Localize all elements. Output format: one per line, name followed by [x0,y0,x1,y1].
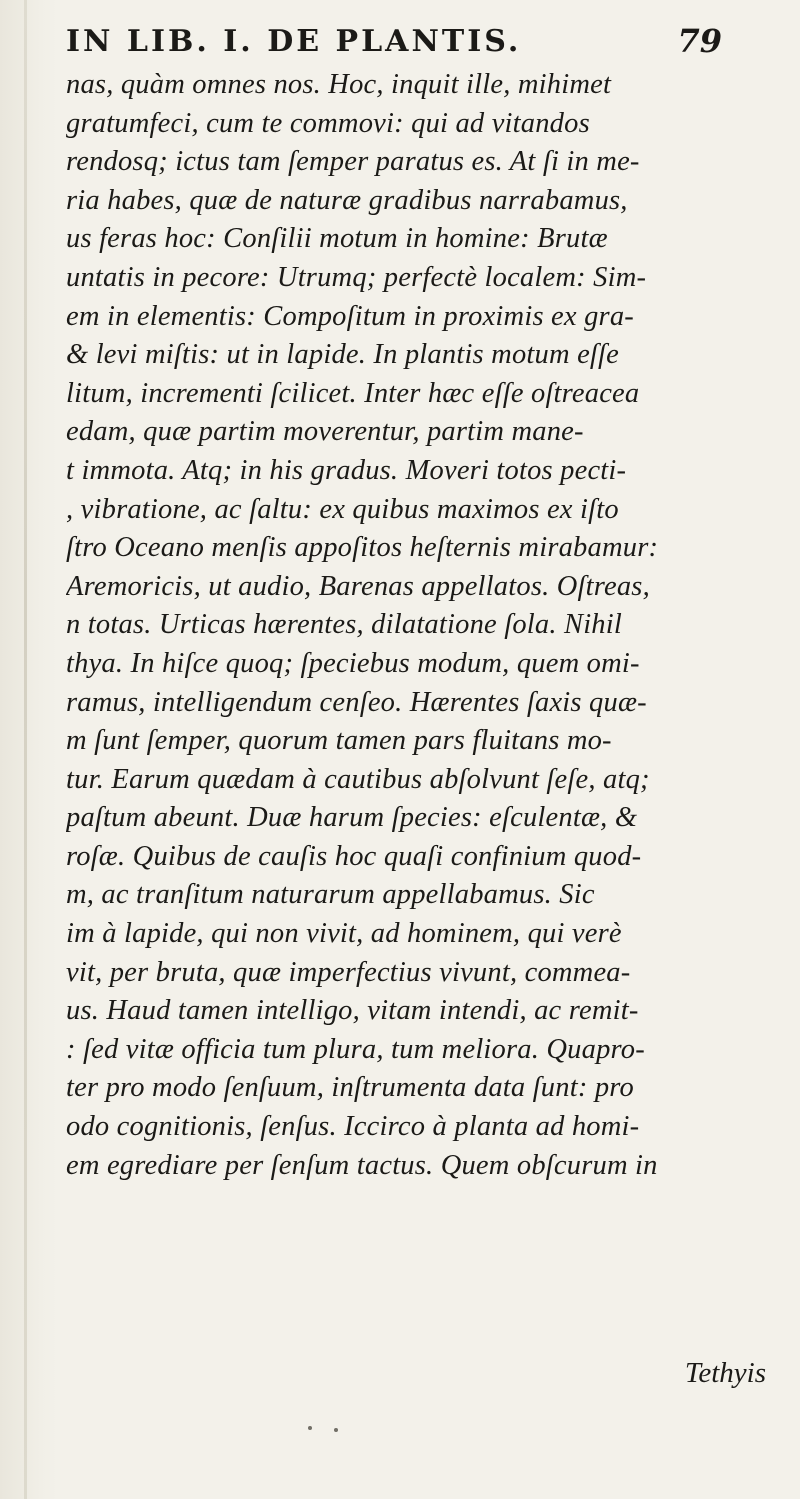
text-line: paſtum abeunt. Duæ harum ſpecies: eſculentæ, & [66,802,638,834]
text-line: nas, quàm omnes nos. Hoc, inquit ille, mihimet [66,69,612,100]
text-line: & levi miſtis: ut in lapide. In plantis motum eſſe [66,339,620,371]
text-line: im à lapide, qui non vivit, ad hominem, qui verè [66,918,622,950]
text-line: ſtro Oceano menſis appoſitos heſternis mirabamur: [66,532,659,564]
binding-shadow [24,0,27,1499]
page-header [58,20,778,64]
text-line: vit, per bruta, quæ imperfectius vivunt, commea- [66,956,631,988]
text-line: em egrediare per ſenſum tactus. Quem obſcurum in [66,1149,658,1181]
ink-speck [308,1426,312,1430]
text-line: Aremoricis, ut audio, Barenas appellatos. Oſtreas, [66,570,650,602]
catchword: Tethyis [684,1357,766,1389]
ink-speck [334,1428,338,1432]
text-line: m, ac tranſitum naturarum appellabamus. Sic [66,879,595,911]
text-line: roſæ. Quibus de cauſis hoc quaſi confinium quod- [66,840,642,872]
text-line: odo cognitionis, ſenſus. Iccirco à planta ad homi- [66,1111,640,1143]
ink-specks [300,1420,360,1440]
text-line: , vibratione, ac ſaltu: ex quibus maximos ex iſto [66,493,619,525]
text-line: us. Haud tamen intelligo, vitam intendi, ac remit- [66,995,639,1027]
text-line: litum, incrementi ſcilicet. Inter hæc eſſe oſtreacea [66,377,640,409]
text-line: edam, quæ partim moverentur, partim mane- [66,416,584,448]
page-number: 79 [677,22,722,60]
text-line: n totas. Urticas hærentes, dilatatione ſola. Nihil [66,609,622,641]
text-line: tur. Earum quædam à cautibus abſolvunt ſeſe, atq; [66,763,650,795]
text-line: ria habes, quæ de naturæ gradibus narrabamus, [66,184,628,216]
body-text [66,66,792,1185]
text-line: thya. In hiſce quoq; ſpeciebus modum, quem omi- [66,647,640,679]
text-line: em in elementis: Compoſitum in proximis ex gra- [66,300,634,332]
page-gutter [0,0,58,1499]
text-line: t immota. Atq; in his gradus. Moveri totos pecti- [66,454,627,486]
text-line: m ſunt ſemper, quorum tamen pars fluitans mo- [66,725,612,757]
text-line: us feras hoc: Conſilii motum in homine: Brutæ [66,223,608,255]
text-line: ramus, intelligendum cenſeo. Hærentes ſaxis quæ- [66,686,647,718]
running-title: IN LIB. I. DE PLANTIS. [66,24,522,59]
text-line: gratumfeci, cum te commovi: qui ad vitandos [66,107,590,139]
text-line: untatis in pecore: Utrumq; perfectè localem: Sim- [66,261,647,293]
text-line: : ſed vitæ officia tum plura, tum meliora. Quapro- [66,1033,645,1065]
text-line: rendosq; ictus tam ſemper paratus es. At ſi in me- [66,146,640,178]
text-line: ter pro modo ſenſuum, inſtrumenta data ſunt: pro [66,1072,634,1104]
